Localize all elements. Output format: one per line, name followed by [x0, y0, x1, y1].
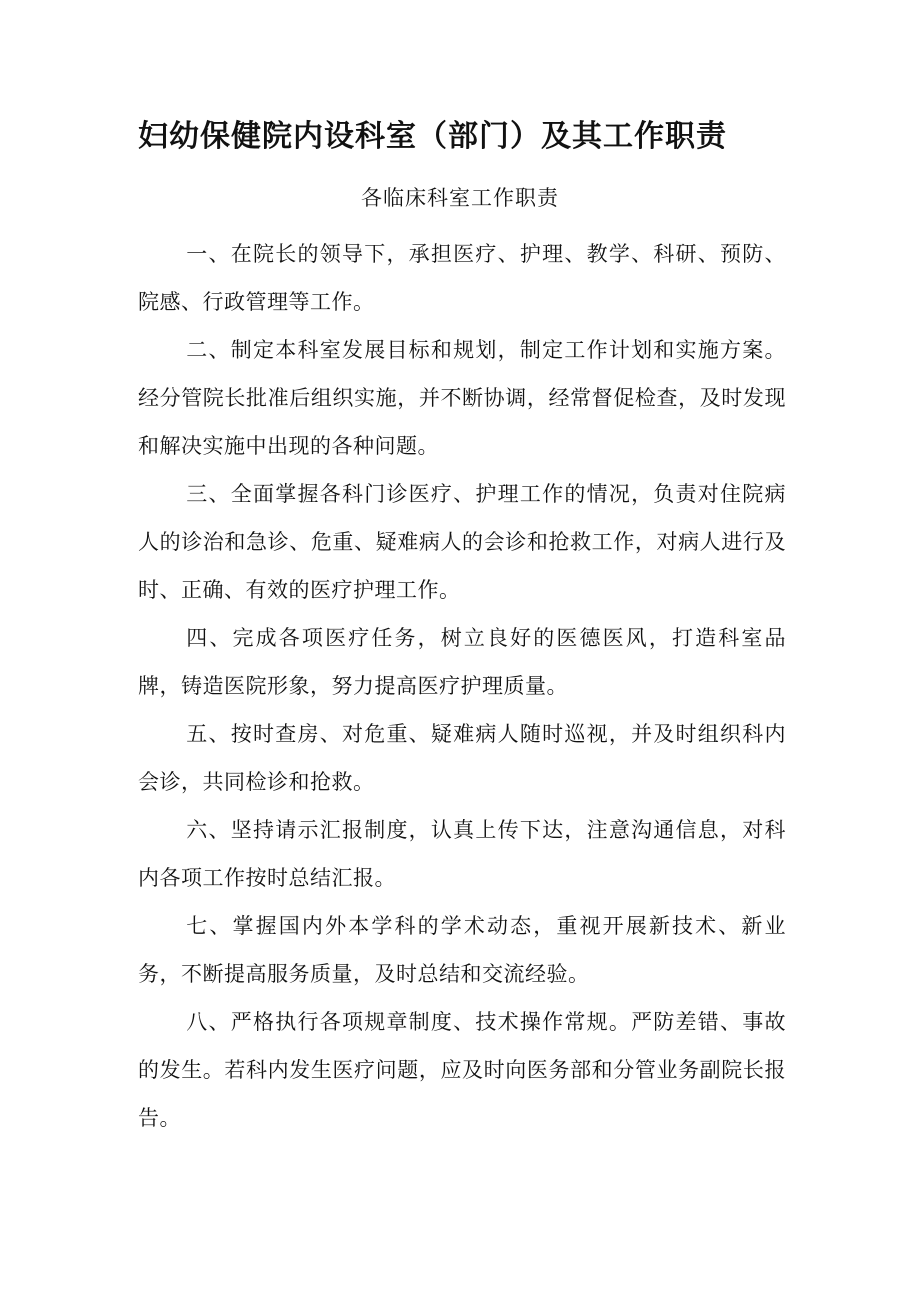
paragraph-4: 四、完成各项医疗任务，树立良好的医德医风，打造科室品牌，铸造医院形象，努力提高医疗护理质量。 — [138, 626, 786, 698]
paragraph-5: 五、按时查房、对危重、疑难病人随时巡视，并及时组织科内会诊，共同检诊和抢救。 — [138, 722, 786, 794]
paragraph-8: 八、严格执行各项规章制度、技术操作常规。严防差错、事故的发生。若科内发生医疗问题，应及时向医务部和分管业务副院长报告。 — [138, 1010, 786, 1130]
document-body — [138, 230, 786, 1142]
section-heading: 各临床科室工作职责 — [361, 186, 559, 210]
paragraph-3: 三、全面掌握各科门诊医疗、护理工作的情况，负责对住院病人的诊治和急诊、危重、疑难病人的会诊和抢救工作，对病人进行及时、正确、有效的医疗护理工作。 — [138, 482, 786, 602]
paragraph-1: 一、在院长的领导下，承担医疗、护理、教学、科研、预防、院感、行政管理等工作。 — [138, 242, 786, 314]
paragraph-6: 六、坚持请示汇报制度，认真上传下达，注意沟通信息，对科内各项工作按时总结汇报。 — [138, 818, 786, 890]
paragraph-2: 二、制定本科室发展目标和规划，制定工作计划和实施方案。经分管院长批准后组织实施，并不断协调，经常督促检查，及时发现和解决实施中出现的各种问题。 — [138, 338, 786, 458]
document-title: 妇幼保健院内设科室（部门）及其工作职责 — [138, 119, 727, 154]
paragraph-7: 七、掌握国内外本学科的学术动态，重视开展新技术、新业务，不断提高服务质量，及时总结和交流经验。 — [138, 914, 786, 986]
